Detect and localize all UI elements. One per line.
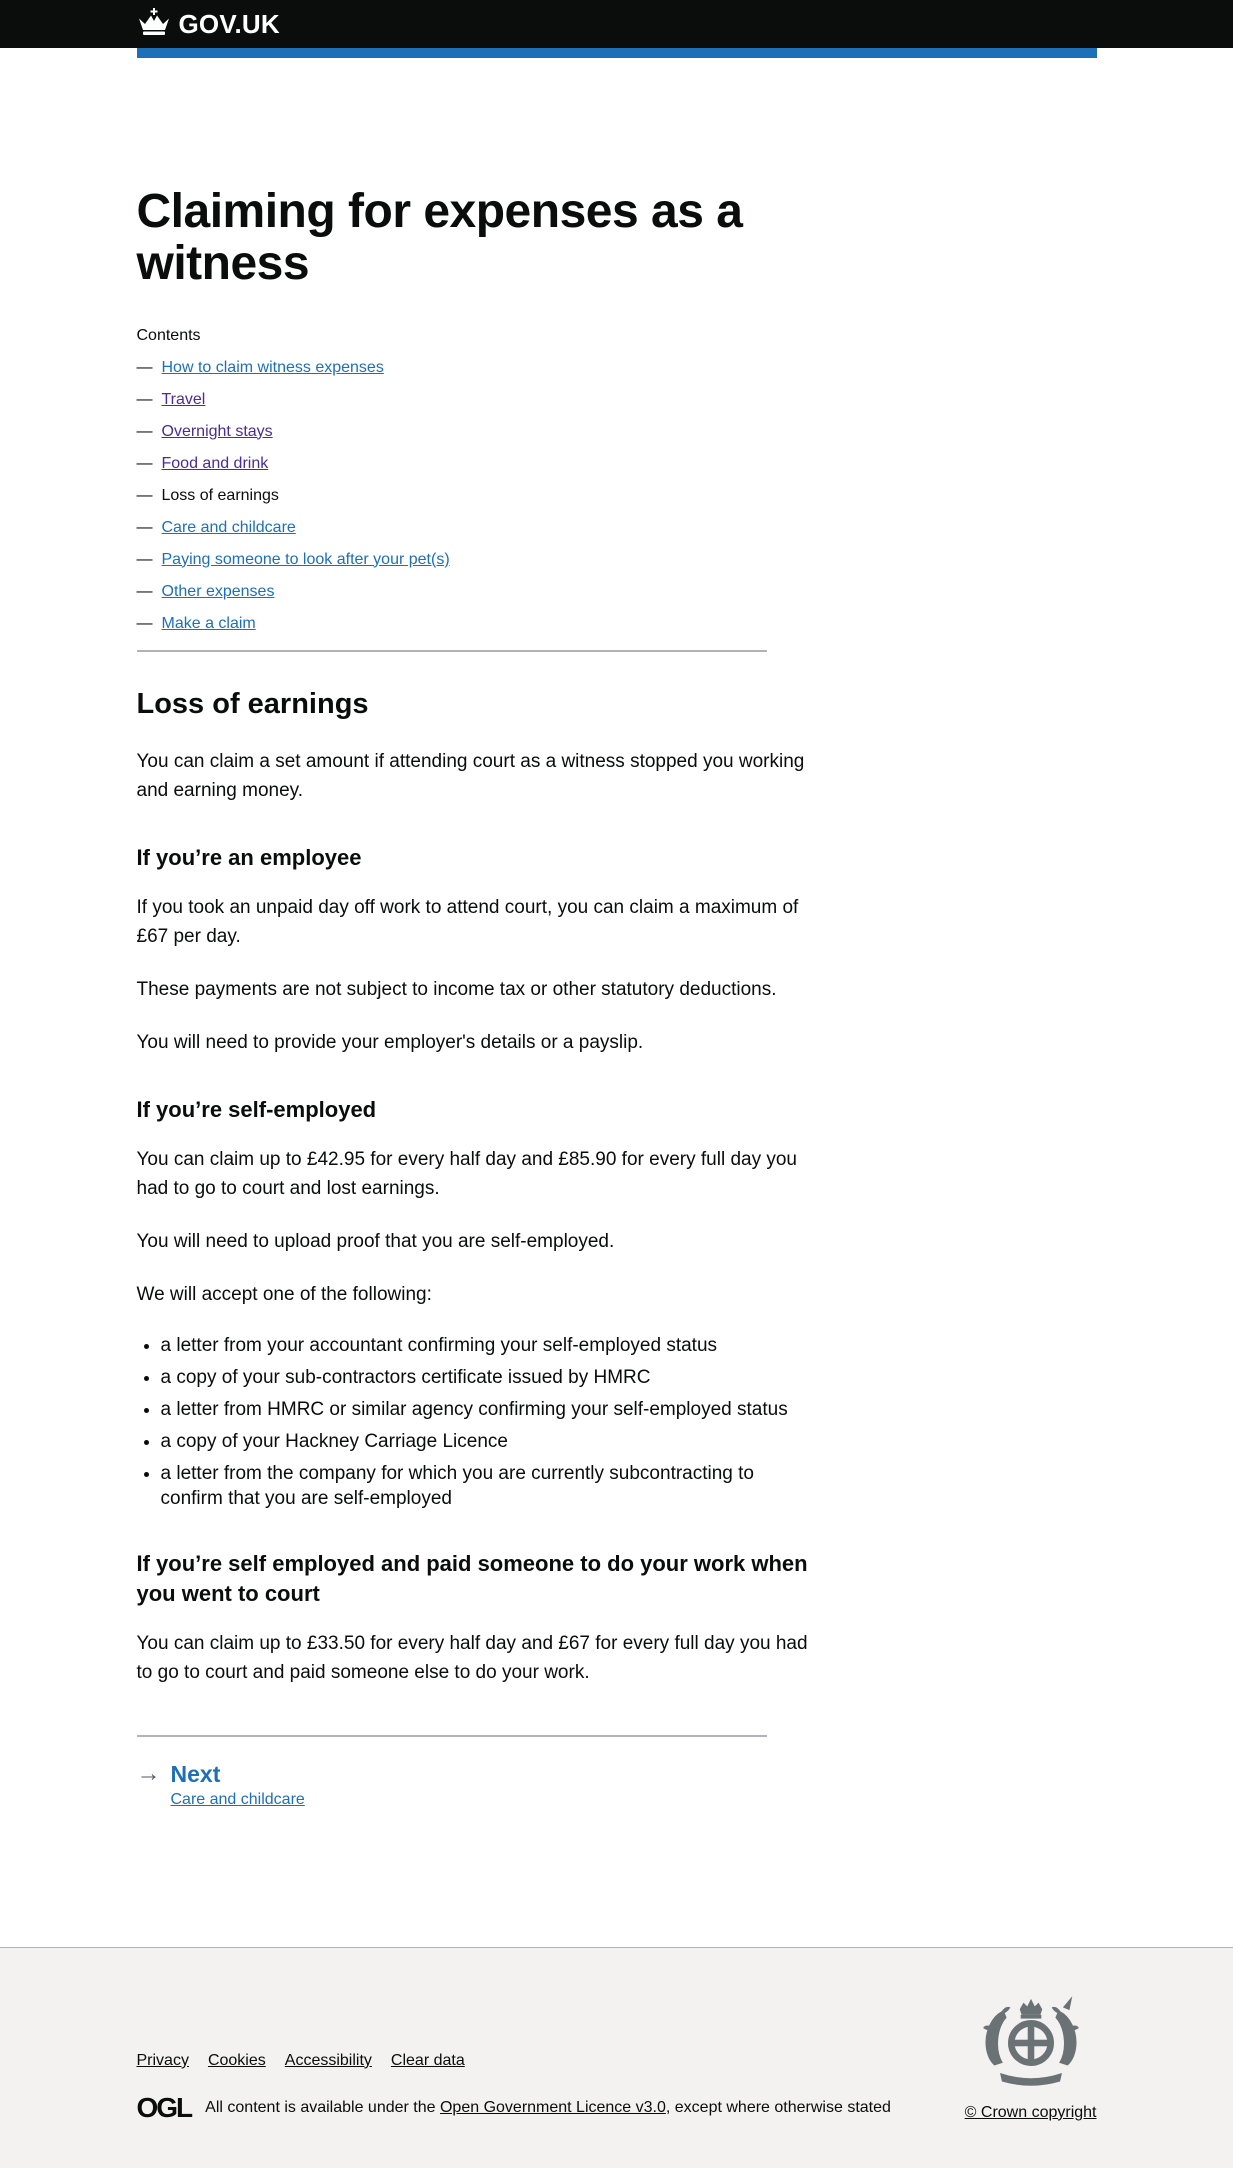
proof-list-item: • a letter from the company for which you are currently subcontracting to confirm that you are self-employed: [161, 1461, 809, 1511]
employee-paragraph: If you took an unpaid day off work to attend court, you can claim a maximum of £67 per day.: [136, 896, 799, 947]
self-employed-paragraph: You can claim up to £42.95 for every half day and £85.90 for every full day you had to go to court and lost earnings.: [136, 1148, 797, 1199]
dash: —: [136, 454, 153, 472]
dash: —: [136, 614, 153, 632]
footer-links: [137, 2052, 891, 2070]
proof-list-item: • a copy of your Hackney Carriage Licence: [161, 1429, 809, 1454]
proof-list-item: • a copy of your sub-contractors certificate issued by HMRC: [161, 1365, 809, 1390]
next-button[interactable]: Next: [170, 1760, 221, 1787]
arrow-right-icon: →: [136, 1759, 161, 1787]
employee-heading: If you’re an employee: [136, 844, 362, 870]
contents-link-food-and-drink[interactable]: Food and drink: [161, 454, 269, 472]
dash: —: [136, 518, 153, 536]
proof-list-item: • a letter from your accountant confirming your self-employed status: [161, 1333, 809, 1358]
contents-item: [137, 549, 1097, 570]
contents-item: [137, 357, 1097, 378]
self-employed-paragraph: We will accept one of the following:: [136, 1283, 432, 1305]
section-divider: [137, 650, 767, 652]
dash: —: [136, 390, 153, 408]
dash: —: [136, 422, 153, 440]
contents-link-how-to-claim[interactable]: How to claim witness expenses: [161, 358, 384, 376]
main-content: [137, 58, 1097, 1947]
contents-current-loss-of-earnings: Loss of earnings: [161, 486, 279, 504]
dash: —: [136, 550, 153, 568]
employee-paragraph: You will need to provide your employer's details or a payslip.: [136, 1031, 644, 1053]
paid-someone-heading: If you’re self employed and paid someone to do your work when you went to court: [136, 1550, 808, 1606]
next-page-link[interactable]: Care and childcare: [170, 1790, 305, 1808]
footer-link-cookies[interactable]: Cookies: [207, 2051, 266, 2069]
footer-link-clear-data[interactable]: Clear data: [390, 2051, 465, 2069]
licence-statement: [205, 2099, 891, 2117]
contents-item: [137, 421, 1097, 442]
contents-link-other-expenses[interactable]: Other expenses: [161, 582, 275, 600]
footer-link-accessibility[interactable]: Accessibility: [284, 2051, 372, 2069]
govuk-logo[interactable]: [137, 8, 280, 40]
dash: —: [136, 582, 153, 600]
page-title: Claiming for expenses as a witness: [136, 185, 743, 291]
self-employed-heading: If you’re self-employed: [136, 1096, 377, 1122]
contents-link-care-and-childcare[interactable]: Care and childcare: [161, 518, 296, 536]
crown-copyright-link[interactable]: © Crown copyright: [964, 2103, 1097, 2121]
footer-link-privacy[interactable]: Privacy: [136, 2051, 189, 2069]
crown-icon: [137, 8, 171, 40]
licence-prefix: All content is available under the: [205, 2098, 440, 2116]
proof-list-item: • a letter from HMRC or similar agency confirming your self-employed status: [161, 1397, 809, 1422]
self-employed-paragraph: You will need to upload proof that you are self-employed.: [136, 1230, 615, 1252]
contents-link-make-a-claim[interactable]: Make a claim: [161, 614, 256, 632]
dash: —: [136, 486, 153, 504]
contents-link-overnight-stays[interactable]: Overnight stays: [161, 422, 273, 440]
govuk-footer: [0, 1947, 1233, 2168]
header-blue-bar: [137, 48, 1097, 58]
intro-paragraph: You can claim a set amount if attending court as a witness stopped you working and earning money.: [136, 750, 805, 801]
dash: —: [136, 358, 153, 376]
contents-item: [137, 613, 1097, 634]
pagination-next: [137, 1737, 1097, 1809]
contents-label: Contents: [136, 326, 201, 344]
employee-paragraph: These payments are not subject to income tax or other statutory deductions.: [136, 978, 777, 1000]
section-heading: Loss of earnings: [136, 687, 369, 720]
contents-link-travel[interactable]: Travel: [161, 390, 206, 408]
contents-nav: [137, 327, 1097, 634]
govuk-logo-text: GOV.UK: [178, 8, 280, 39]
govuk-header: [0, 0, 1233, 48]
contents-link-pets[interactable]: Paying someone to look after your pet(s): [161, 550, 450, 568]
contents-item: [137, 517, 1097, 538]
contents-item: [137, 581, 1097, 602]
contents-item: [137, 453, 1097, 474]
ogl-logo: OGL: [136, 2091, 192, 2123]
paid-someone-paragraph: You can claim up to £33.50 for every half day and £67 for every full day you had to go to court and paid someone else to do your work.: [136, 1632, 808, 1683]
ogl-licence-link[interactable]: Open Government Licence v3.0: [439, 2098, 666, 2116]
proof-list: [137, 1333, 809, 1511]
licence-suffix: , except where otherwise stated: [665, 2098, 891, 2116]
royal-coat-of-arms-icon: [965, 1994, 1097, 2092]
contents-item: [137, 485, 1097, 506]
contents-item: [137, 389, 1097, 410]
